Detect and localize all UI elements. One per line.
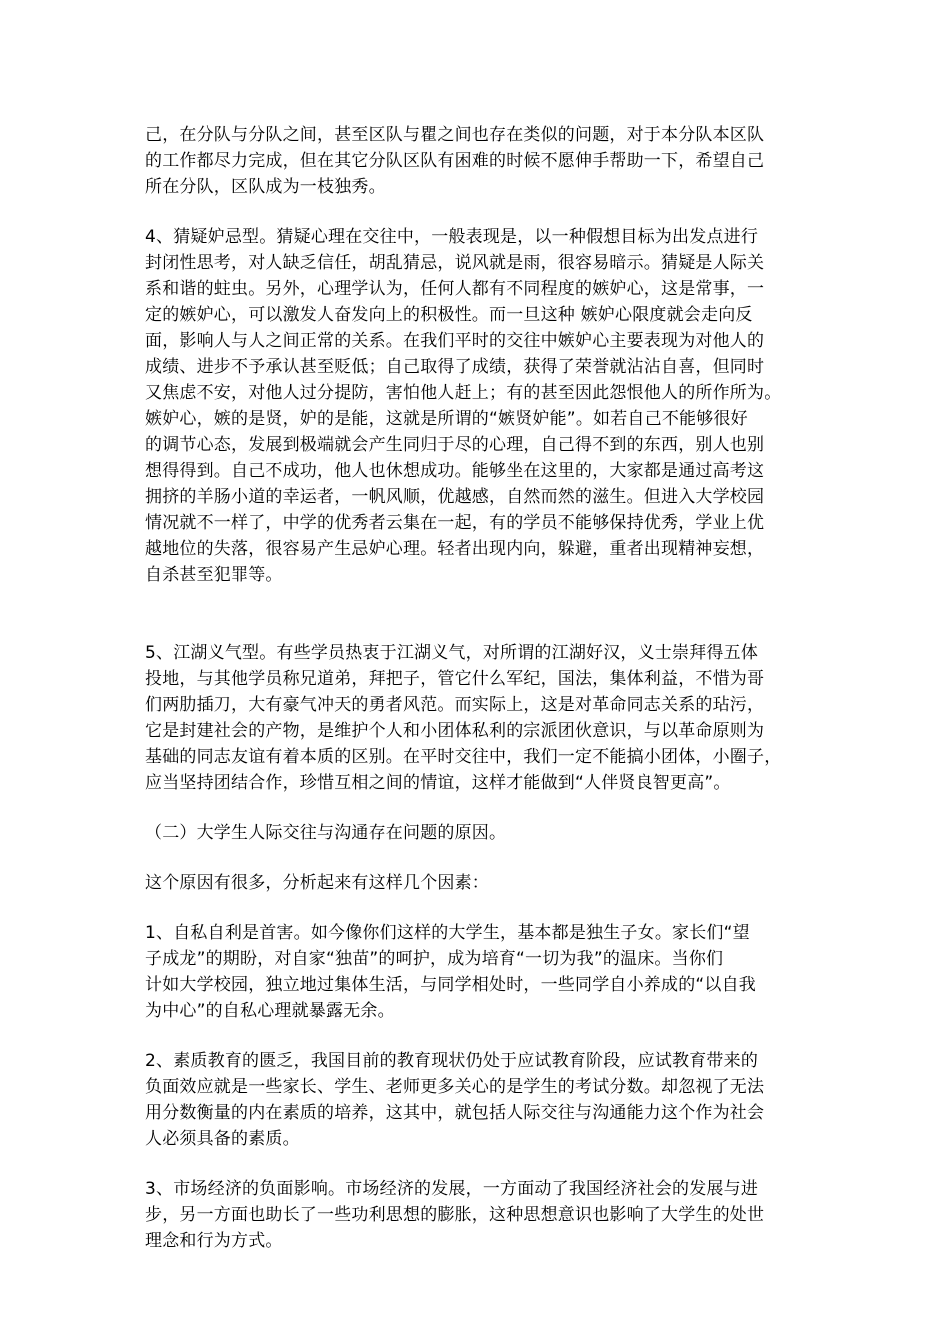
text-line: 人必须具备的素质。 <box>145 1129 300 1149</box>
paragraph-selfishness <box>145 920 810 1024</box>
text-line: 面，影响人与人之间正常的关系。在我们平时的交往中嫉妒心主要表现为对他人的 <box>145 331 765 351</box>
text-line: 系和谐的蛀虫。另外，心理学认为，任何人都有不同程度的嫉妒心，这是常事，一 <box>145 279 765 299</box>
text-line: 1、自私自利是首害。如今像你们这样的大学生，基本都是独生子女。家长们“望 <box>145 923 750 943</box>
text-line: （二）大学生人际交往与沟通存在问题的原因。 <box>145 823 507 843</box>
text-line: 步，另一方面也助长了一些功利思想的膨胀，这种思想意识也影响了大学生的处世 <box>145 1205 765 1225</box>
text-line: 投地，与其他学员称兄道弟，拜把子，管它什么军纪，国法，集体利益，不惜为哥 <box>145 669 765 689</box>
paragraph-spacer <box>145 896 810 920</box>
paragraph-group-loyalty <box>145 122 810 200</box>
paragraph-spacer <box>145 1024 810 1048</box>
text-line: 的调节心态，发展到极端就会产生同归于尽的心理，自己得不到的东西，别人也别 <box>145 435 765 455</box>
text-line: 的工作都尽力完成，但在其它分队区队有困难的时候不愿伸手帮助一下，希望自己 <box>145 151 765 171</box>
text-line: 成绩、进步不予承认甚至贬低；自己取得了成绩，获得了荣誉就沾沾自喜，但同时 <box>145 357 765 377</box>
text-line: 3、市场经济的负面影响。市场经济的发展，一方面动了我国经济社会的发展与进 <box>145 1179 759 1199</box>
text-line: 计如大学校园，独立地过集体生活，与同学相处时，一些同学自小养成的“以自我 <box>145 975 757 995</box>
text-line: 应当坚持团结合作，珍惜互相之间的情谊，这样才能做到“人伴贤良智更高”。 <box>145 773 731 793</box>
text-line: 拥挤的羊肠小道的幸运者，一帆风顺，优越感，自然而然的滋生。但进入大学校园 <box>145 487 765 507</box>
text-line: 为中心”的自私心理就暴露无余。 <box>145 1001 395 1021</box>
text-line: 封闭性思考，对人缺乏信任，胡乱猜忌，说风就是雨，很容易暗示。猜疑是人际关 <box>145 253 765 273</box>
text-line: 负面效应就是一些家长、学生、老师更多关心的是学生的考试分数。却忽视了无法 <box>145 1077 765 1097</box>
text-line: 5、江湖义气型。有些学员热衷于江湖义气，对所谓的江湖好汉，义士崇拜得五体 <box>145 643 759 663</box>
text-line: 基础的同志友谊有着本质的区别。在平时交往中，我们一定不能搞小团体，小圈子， <box>145 747 782 767</box>
text-line: 所在分队，区队成为一枝独秀。 <box>145 177 386 197</box>
paragraph-spacer <box>145 588 810 640</box>
paragraph-spacer <box>145 796 810 820</box>
paragraph-spacer <box>145 200 810 224</box>
text-line: 定的嫉妒心，可以激发人奋发向上的积极性。而一旦这种 嫉妒心限度就会走向反 <box>145 305 753 325</box>
text-line: 们两肋插刀，大有豪气冲天的勇者风范。而实际上，这是对革命同志关系的玷污， <box>145 695 765 715</box>
paragraph-spacer <box>145 846 810 870</box>
text-line: 想得得到。自己不成功，他人也休想成功。能够坐在这里的，大家都是通过高考这 <box>145 461 765 481</box>
text-line: 子成龙”的期盼，对自家“独苗”的呵护，成为培育“一切为我”的温床。当你们 <box>145 949 724 969</box>
text-line: 嫉妒心，嫉的是贤，妒的是能，这就是所谓的“嫉贤妒能”。如若自己不能够很好 <box>145 409 748 429</box>
text-line: 这个原因有很多，分析起来有这样几个因素： <box>145 873 489 893</box>
paragraph-market-economy <box>145 1176 810 1254</box>
paragraph-intro-causes <box>145 870 810 896</box>
text-line: 己，在分队与分队之间，甚至区队与瞿之间也存在类似的问题，对于本分队本区队 <box>145 125 765 145</box>
document-body <box>145 122 810 1254</box>
text-line: 自杀甚至犯罪等。 <box>145 565 283 585</box>
paragraph-education <box>145 1048 810 1152</box>
paragraph-spacer <box>145 1152 810 1176</box>
text-line: 用分数衡量的内在素质的培养，这其中，就包括人际交往与沟通能力这个作为社会 <box>145 1103 765 1123</box>
text-line: 又焦虑不安，对他人过分提防，害怕他人赶上；有的甚至因此怨恨他人的所作所为。 <box>145 383 782 403</box>
text-line: 4、猜疑妒忌型。猜疑心理在交往中，一般表现是，以一种假想目标为出发点进行 <box>145 227 759 247</box>
text-line: 越地位的失落，很容易产生忌妒心理。轻者出现内向，躲避，重者出现精神妄想， <box>145 539 765 559</box>
text-line: 理念和行为方式。 <box>145 1231 283 1251</box>
text-line: 情况就不一样了，中学的优秀者云集在一起，有的学员不能够保持优秀，学业上优 <box>145 513 765 533</box>
paragraph-brotherhood <box>145 640 810 796</box>
paragraph-suspicion-jealousy <box>145 224 810 588</box>
text-line: 2、素质教育的匮乏，我国目前的教育现状仍处于应试教育阶段，应试教育带来的 <box>145 1051 759 1071</box>
section-heading <box>145 820 810 846</box>
text-line: 它是封建社会的产物，是维护个人和小团体私利的宗派团伙意识，与以革命原则为 <box>145 721 765 741</box>
